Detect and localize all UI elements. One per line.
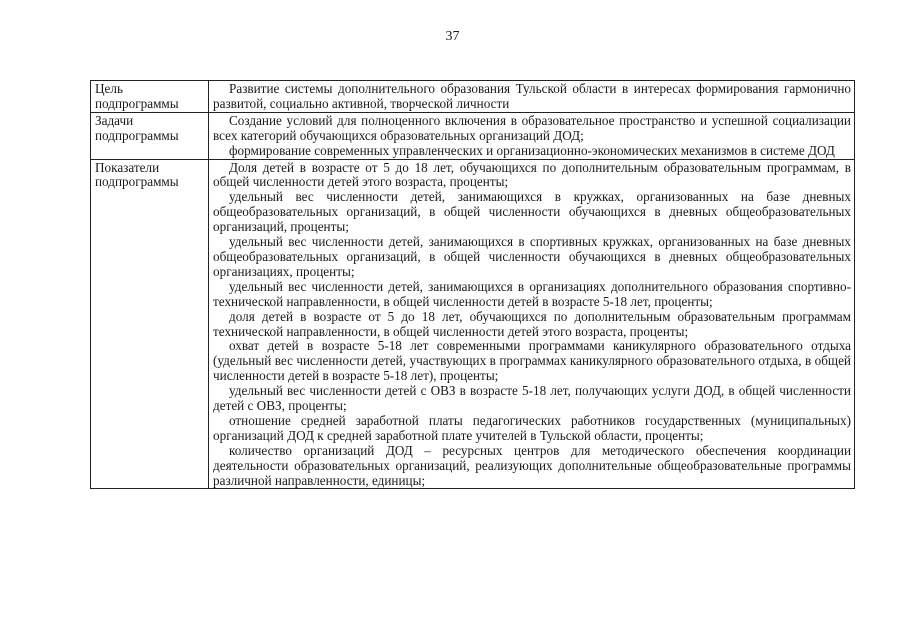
paragraph: отношение средней заработной платы педагогических работников государственных (муниципальных) организаций ДОД к средней заработной плате учителей в Тульской области, проценты; <box>213 412 851 443</box>
paragraph: количество организаций ДОД – ресурсных центров для методического обеспечения координации деятельности образовательных организаций, реализующих дополнительные общеобразовательные программы различной направленности, единицы; <box>213 442 851 488</box>
paragraph: удельный вес численности детей, занимающихся в организациях дополнительного образования спортивно-технической направленности, в общей численности детей в возрасте 5-18 лет, проценты; <box>213 278 851 309</box>
paragraph: охват детей в возрасте 5-18 лет современными программами каникулярного образовательного отдыха (удельный вес численности детей, участвующих в программах каникулярного образовательного отдыха, в общей численности детей в возрасте 5-18 лет), проценты; <box>213 338 851 384</box>
paragraph: Развитие системы дополнительного образования Тульской области в интересах формирования гармонично развитой, социально активной, творческой личности <box>213 81 851 111</box>
row-label-indicators: Показатели подпрограммы <box>91 159 209 489</box>
row-content-indicators <box>209 159 855 489</box>
table-row-goal <box>91 81 855 113</box>
subprogram-table <box>90 80 855 489</box>
paragraph: доля детей в возрасте от 5 до 18 лет, обучающихся по дополнительным образовательным программам технической направленности, в общей численности детей этого возраста, проценты; <box>213 308 851 339</box>
paragraph: удельный вес численности детей, занимающихся в спортивных кружках, организованных на базе дневных общеобразовательных организаций, в общей численности обучающихся в дневных общеобразовательных организациях, проценты; <box>213 234 851 279</box>
page-number: 37 <box>445 29 460 44</box>
row-content-tasks <box>209 112 855 159</box>
paragraph: удельный вес численности детей с ОВЗ в возрасте 5-18 лет, получающих услуги ДОД, в общей численности детей с ОВЗ, проценты; <box>213 383 851 414</box>
row-label-goal: Цель подпрограммы <box>91 81 209 113</box>
paragraph: удельный вес численности детей, занимающихся в кружках, организованных на базе дневных общеобразовательных организаций, в общей численности обучающихся в дневных общеобразовательных организаций, проценты; <box>213 189 851 235</box>
paragraph: формирование современных управленческих и организационно-экономических механизмов в системе ДОД <box>229 142 835 158</box>
table-row-tasks <box>91 112 855 159</box>
row-label-tasks: Задачи подпрограммы <box>91 112 209 159</box>
paragraph: Создание условий для полноценного включения в образовательное пространство и успешной социализации всех категорий обучающихся образовательных организаций ДОД; <box>213 112 851 143</box>
row-content-goal <box>209 81 855 113</box>
paragraph: Доля детей в возрасте от 5 до 18 лет, обучающихся по дополнительным образовательным программам, в общей численности детей этого возраста, проценты; <box>213 159 851 190</box>
table-row-indicators <box>91 159 855 489</box>
